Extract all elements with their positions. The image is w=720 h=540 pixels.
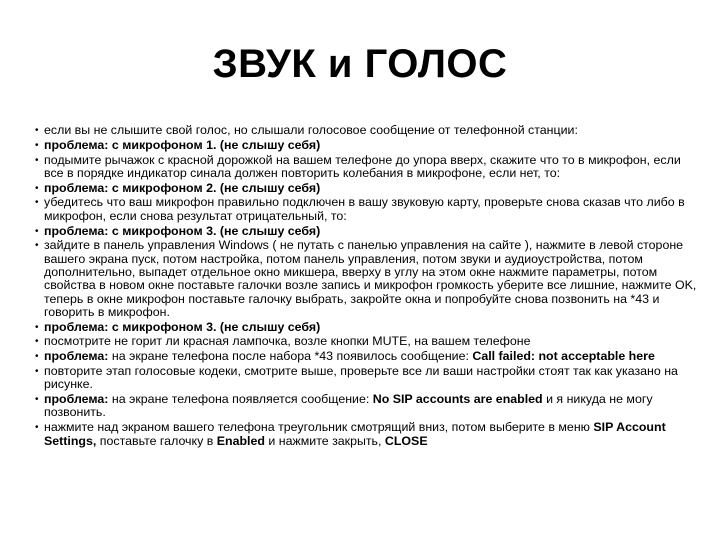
bold-text-segment: SIP Account Settings, xyxy=(44,420,666,448)
text-segment: подымите рычажок с красной дорожкой на вашем телефоне до упора вверх, скажите что то в микрофон, если все в порядке индикатор синала должен повторить колебания в микрофоне, если нет, то: xyxy=(44,152,681,180)
text-segment: и нажмите закрыть, xyxy=(264,433,385,448)
bold-text-segment: CLOSE xyxy=(384,433,428,448)
bold-text-segment: проблема: xyxy=(44,349,109,364)
text-segment: если вы не слышите свой голос, но слышали голосовое сообщение от телефонной станции: xyxy=(44,123,578,137)
bullet-item xyxy=(30,239,702,319)
bullet-text xyxy=(44,335,702,348)
bullet-text xyxy=(44,154,702,181)
text-segment: зайдите в панель управления Windows ( не путать с панелью управления на сайте ), нажмите в левой стороне вашего экрана пуск, потом настройка, потом панель управления, потом звуки и аудиоустройства, потом дополнительно, выпадет отдельное окно микшера, вверху в углу на этом окне нажмите параметры, потом свойства в новом окне поставьте галочки возле запись и микрофон громкость уберите все лишние, нажмите OK, теперь в окне микрофон поставьте галочку выбрать, закройте окна и попробуйте снова позвонить на *43 и говорить в микрофон. xyxy=(44,238,697,319)
text-segment: нажмите над экраном вашего телефона треугольник смотрящий вниз, потом выберите в меню xyxy=(44,420,594,435)
bullet-text xyxy=(44,139,702,152)
bold-text-segment: проблема: xyxy=(44,392,109,407)
bullet-text xyxy=(44,225,702,238)
bullet-text xyxy=(44,196,702,223)
bullet-text xyxy=(44,239,702,319)
bullet-dot-icon: • xyxy=(35,394,39,406)
bullet-item xyxy=(30,393,702,420)
text-segment: убедитесь что ваш микрофон правильно подключен в вашу звуковую карту, проверьте снова сказав что либо в микрофон, если снова результат отрицательный, то: xyxy=(44,195,685,223)
bold-text-segment: проблема: с микрофоном 3. (не слышу себя) xyxy=(44,223,321,238)
bullet-item xyxy=(30,365,702,392)
bullet-dot-icon: • xyxy=(35,125,39,136)
text-segment: и я никуда не могу позвонить. xyxy=(44,392,653,420)
bullet-dot-icon: • xyxy=(35,336,39,348)
bold-text-segment: проблема: с микрофоном 2. (не слышу себя) xyxy=(44,180,321,195)
text-segment: посмотрите не горит ли красная лампочка, возле кнопки MUTE, на вашем телефоне xyxy=(44,334,531,349)
text-segment: на экране телефона появляется сообщение: xyxy=(108,392,373,407)
text-segment: на экране телефона после набора *43 появилось сообщение: xyxy=(108,349,473,364)
bullet-dot-icon: • xyxy=(35,366,39,378)
bullet-item xyxy=(30,139,702,152)
bullet-item xyxy=(30,124,702,137)
slide-title: ЗВУК и ГОЛОС xyxy=(212,42,508,86)
bullet-text xyxy=(44,421,702,448)
bullet-item xyxy=(30,225,702,238)
bullet-text xyxy=(44,124,702,137)
bullet-dot-icon: • xyxy=(35,139,39,151)
bullet-item xyxy=(30,335,702,348)
bullet-dot-icon: • xyxy=(35,182,39,194)
text-segment: поставьте галочку в xyxy=(96,433,217,448)
bullet-dot-icon: • xyxy=(35,197,39,209)
bullet-item xyxy=(30,421,702,448)
bold-text-segment: проблема: с микрофоном 3. (не слышу себя) xyxy=(44,319,321,334)
bold-text-segment: Call failed: not acceptable here xyxy=(472,349,655,364)
bullet-text xyxy=(44,182,702,195)
bullet-item xyxy=(30,196,702,223)
bold-text-segment: No SIP accounts are enabled xyxy=(372,392,543,407)
bullet-list xyxy=(30,124,702,449)
bullet-text xyxy=(44,350,702,363)
bullet-dot-icon: • xyxy=(35,351,39,363)
bullet-item xyxy=(30,154,702,181)
bullet-text xyxy=(44,393,702,420)
bullet-text xyxy=(44,365,702,392)
bullet-dot-icon: • xyxy=(35,154,39,166)
bullet-dot-icon: • xyxy=(35,225,39,237)
bullet-item xyxy=(30,350,702,363)
bullet-item xyxy=(30,321,702,334)
bold-text-segment: Enabled xyxy=(216,433,265,448)
bullet-item xyxy=(30,182,702,195)
bullet-dot-icon: • xyxy=(35,321,39,333)
bullet-dot-icon: • xyxy=(35,240,39,252)
text-segment: повторите этап голосовые кодеки, смотрите выше, проверьте все ли ваши настройки стоят так как указано на рисунке. xyxy=(44,364,678,392)
bold-text-segment: проблема: с микрофоном 1. (не слышу себя) xyxy=(44,137,321,152)
bullet-text xyxy=(44,321,702,334)
bullet-dot-icon: • xyxy=(35,422,39,434)
